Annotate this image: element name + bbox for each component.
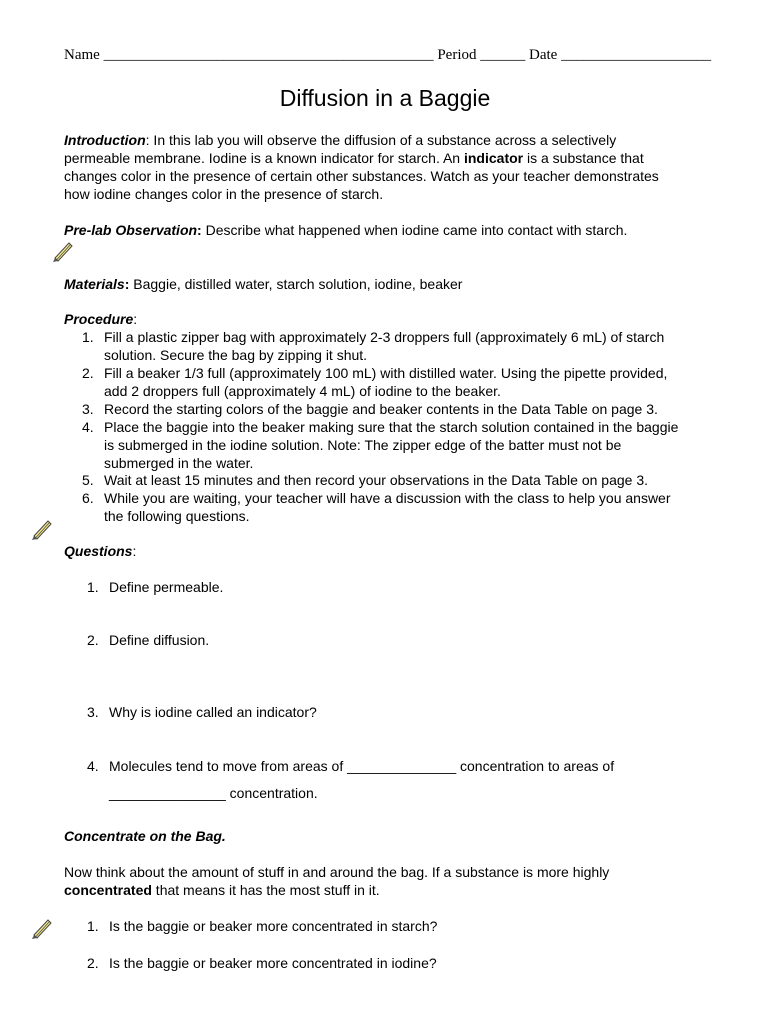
materials-label: Materials <box>64 276 125 292</box>
intro-label: Introduction <box>64 132 146 148</box>
name-label: Name <box>64 47 100 63</box>
concentrate-question-1-text: Is the baggie or beaker more concentrated in starch? <box>109 918 438 934</box>
procedure-step-number: 5. <box>82 472 94 488</box>
procedure-step-1-line-2: solution. Secure the bag by zipping it shut. <box>104 347 368 363</box>
questions-heading: Questions: <box>64 543 137 559</box>
materials-line: Materials: Baggie, distilled water, starch solution, iodine, beaker <box>64 276 463 292</box>
concentrate-line-1: Now think about the amount of stuff in and around the bag. If a substance is more highly <box>64 864 610 880</box>
procedure-step-number: 4. <box>82 419 94 435</box>
question-2-text: Define diffusion. <box>109 632 210 648</box>
question-number: 3. <box>87 704 99 720</box>
header-info-line <box>64 47 711 64</box>
procedure-step-1-line-1: Fill a plastic zipper bag with approximately 2-3 droppers full (approximately 6 mL) of starch <box>104 329 665 345</box>
procedure-step-6-line-2: the following questions. <box>104 508 250 524</box>
pencil-icon <box>51 240 75 262</box>
concentrate-question-2-text: Is the baggie or beaker more concentrated in iodine? <box>109 955 437 971</box>
intro-line-1: Introduction: In this lab you will observe the diffusion of a substance across a selectively <box>64 132 617 148</box>
concentrate-question-number: 2. <box>87 955 99 971</box>
intro-line-2: permeable membrane. Iodine is a known indicator for starch. An indicator is a substance that <box>64 150 644 166</box>
prelab-label: Pre-lab Observation <box>64 222 198 238</box>
procedure-step-number: 3. <box>82 401 94 417</box>
procedure-step-2-line-1: Fill a beaker 1/3 full (approximately 100 mL) with distilled water. Using the pipette provided, <box>104 365 668 381</box>
pencil-icon <box>30 518 54 540</box>
procedure-step-number: 1. <box>82 329 94 345</box>
question-1-text: Define permeable. <box>109 579 224 595</box>
intro-line-3: changes color in the presence of certain other substances. Watch as your teacher demonstrates <box>64 168 659 184</box>
question-3-text: Why is iodine called an indicator? <box>109 704 317 720</box>
period-blank[interactable]: ______ <box>480 47 526 63</box>
procedure-step-2-line-2: add 2 droppers full (approximately 4 mL) of iodine to the beaker. <box>104 383 501 399</box>
period-label: Period <box>437 47 477 63</box>
indicator-term: indicator <box>463 150 524 166</box>
concentrate-line-2: concentrated that means it has the most stuff in it. <box>64 882 380 898</box>
procedure-step-4-line-1: Place the baggie into the beaker making sure that the starch solution contained in the baggie <box>104 419 679 435</box>
procedure-step-number: 6. <box>82 490 94 506</box>
concentrate-question-number: 1. <box>87 918 99 934</box>
page-title: Diffusion in a Baggie <box>279 85 491 111</box>
procedure-step-4-line-3: submerged in the water. <box>104 455 254 471</box>
procedure-heading: Procedure: <box>64 311 138 327</box>
procedure-step-3-line-1: Record the starting colors of the baggie and beaker contents in the Data Table on page 3. <box>104 401 658 417</box>
procedure-step-5-line-1: Wait at least 15 minutes and then record your observations in the Data Table on page 3. <box>104 472 648 488</box>
question-4-text-continued: _______________ concentration. <box>109 785 318 801</box>
prelab-line: Pre-lab Observation: Describe what happened when iodine came into contact with starch. <box>64 222 628 238</box>
date-label: Date <box>529 47 558 63</box>
intro-line-4: how iodine changes color in the presence of starch. <box>64 186 384 202</box>
question-number: 2. <box>87 632 99 648</box>
procedure-step-number: 2. <box>82 365 94 381</box>
name-blank[interactable]: ____________________________________________ <box>103 47 434 63</box>
procedure-step-4-line-2: is submerged in the iodine solution. Note: The zipper edge of the batter must not be <box>104 437 622 453</box>
procedure-step-6-line-1: While you are waiting, your teacher will have a discussion with the class to help you answer <box>104 490 671 506</box>
question-number: 1. <box>87 579 99 595</box>
pencil-icon <box>30 917 54 939</box>
concentrate-heading: Concentrate on the Bag. <box>64 828 226 844</box>
concentrated-term: concentrated <box>64 882 152 898</box>
date-blank[interactable]: ____________________ <box>561 47 712 63</box>
question-number: 4. <box>87 758 99 774</box>
question-4-text: Molecules tend to move from areas of ______________ concentration to areas of <box>109 758 615 774</box>
